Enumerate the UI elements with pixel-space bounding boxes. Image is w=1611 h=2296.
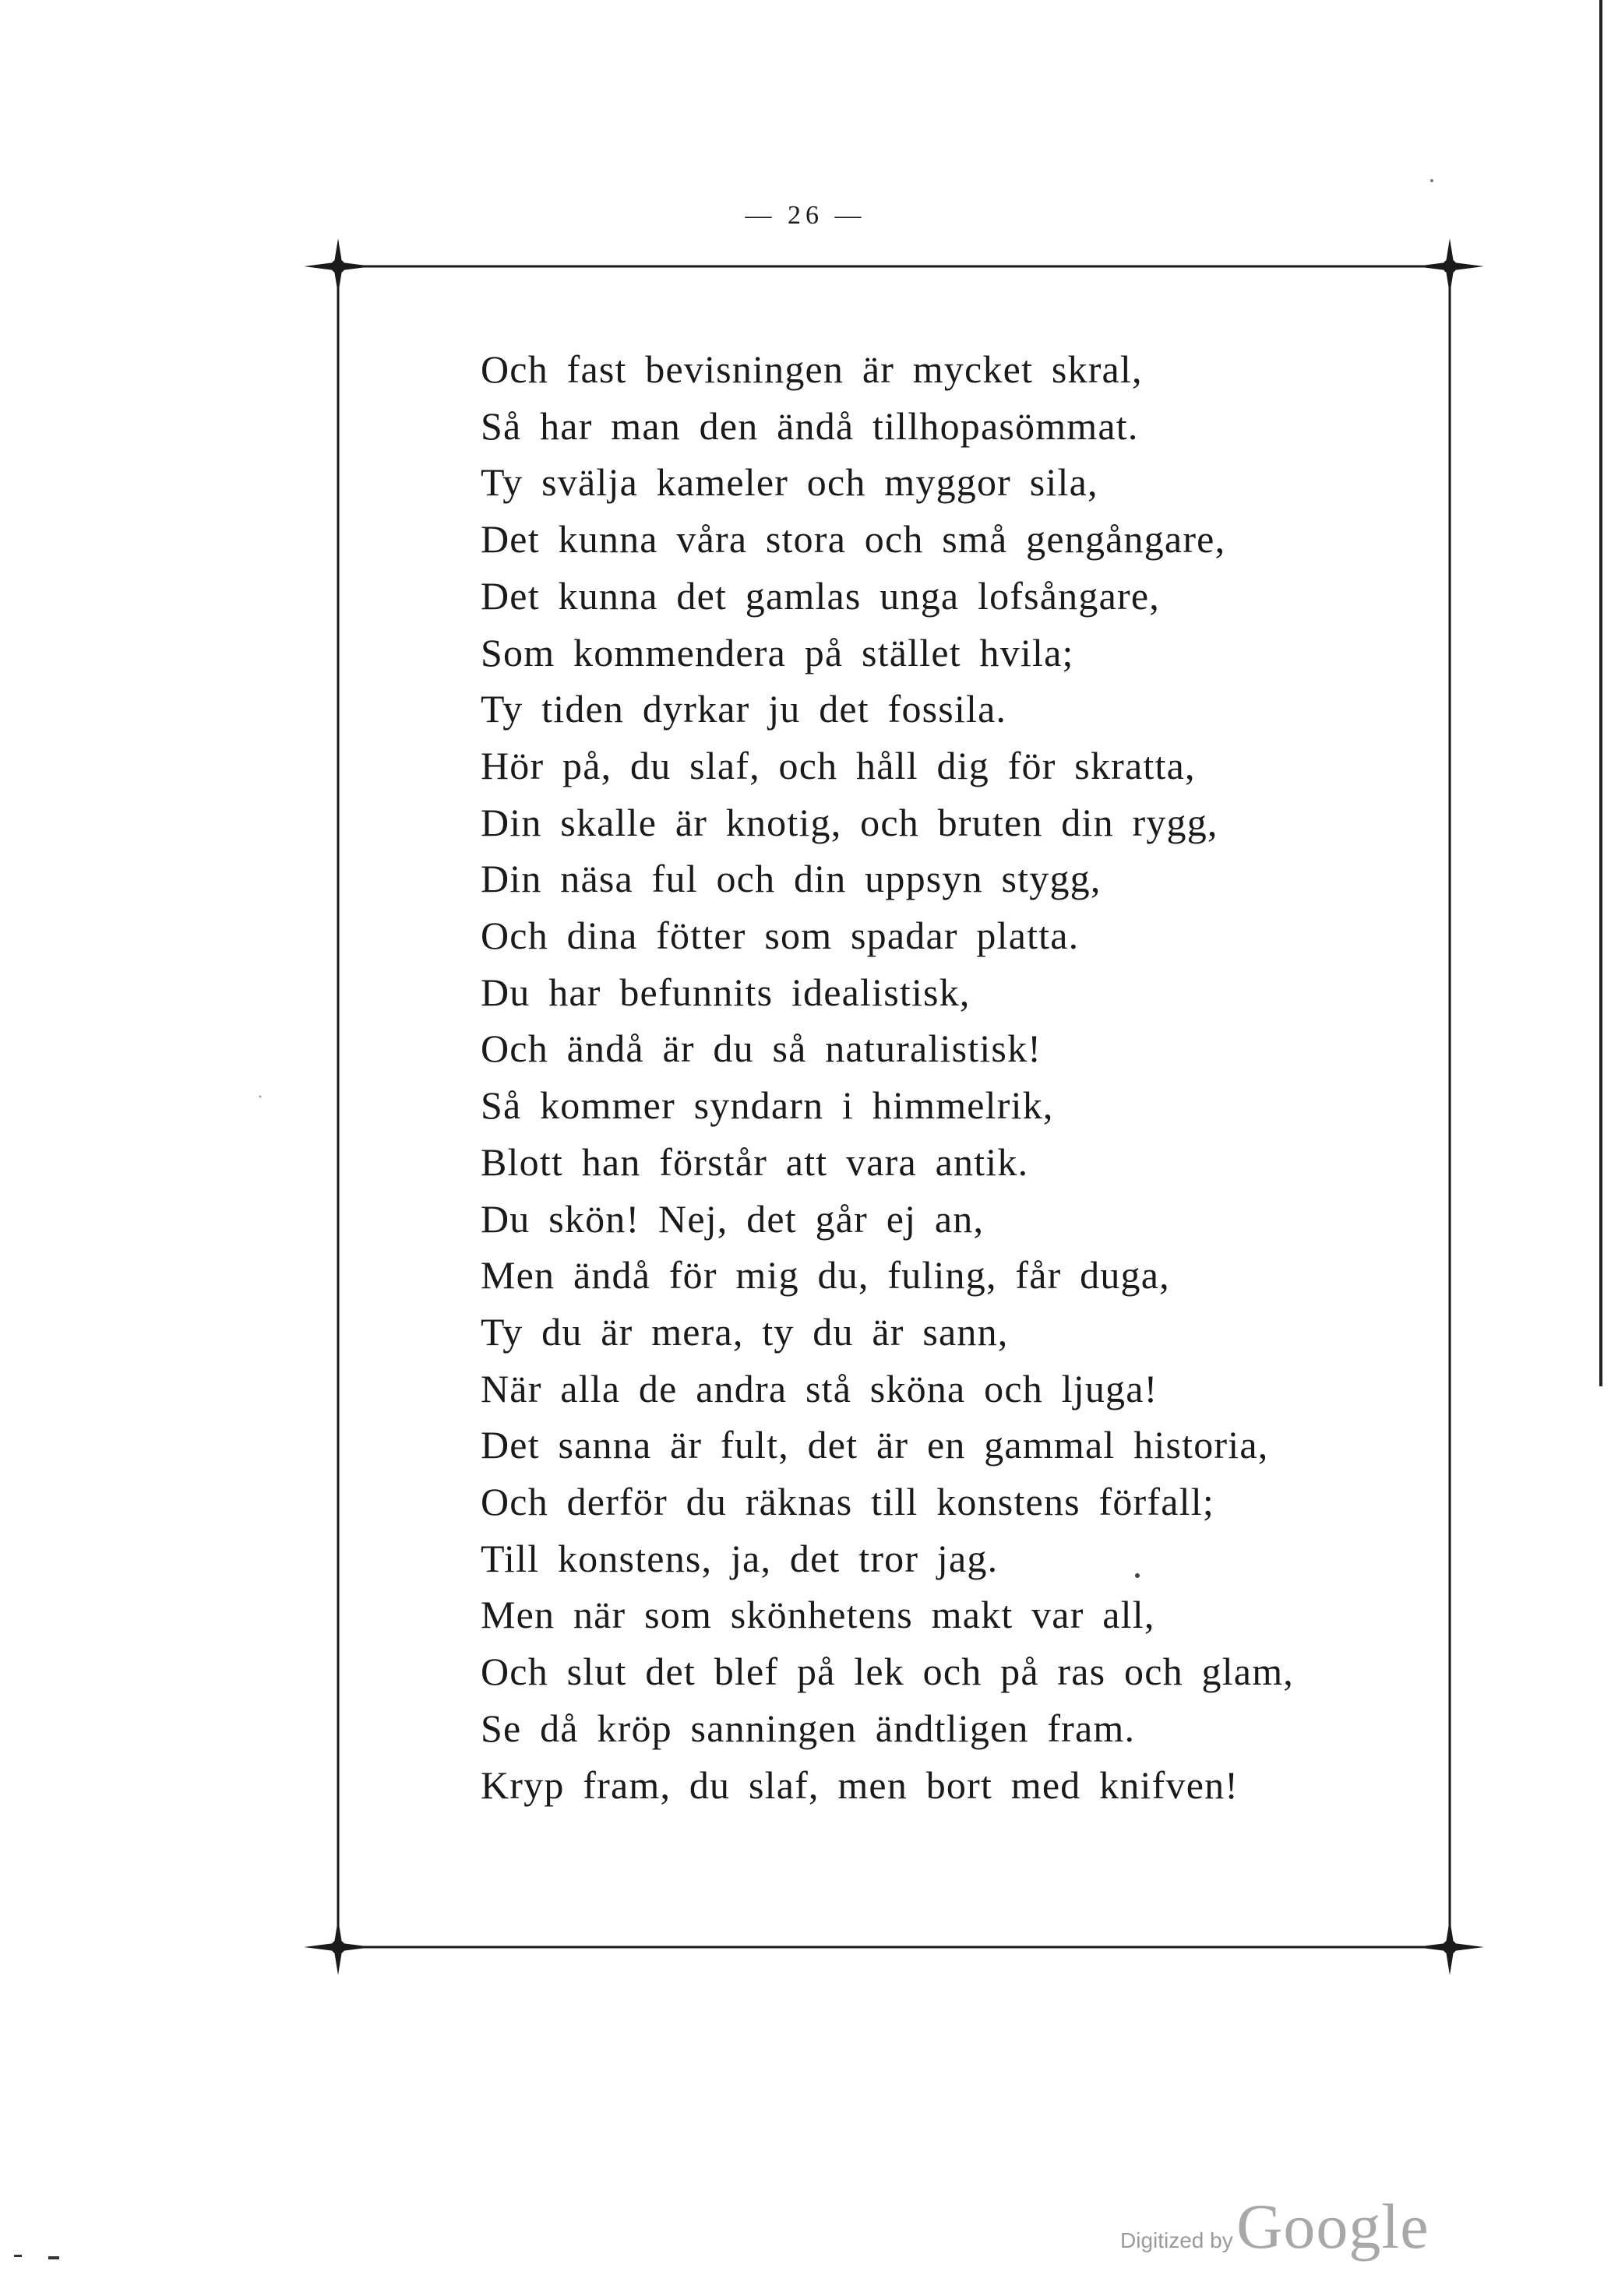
poem-line: Hör på, du slaf, och håll dig för skratta, [481,743,1196,787]
digitized-label: Digitized by [1120,2228,1233,2252]
poem-line: Din skalle är knotig, och bruten din rygg, [481,800,1218,844]
poem-line: Ty tiden dyrkar ju det fossila. [481,687,1007,731]
poem-line: När alla de andra stå sköna och ljuga! [481,1366,1158,1410]
poem-line: Så har man den ändå tillhopasömmat. [481,403,1139,448]
poem-line: Och dina fötter som spadar platta. [481,914,1080,958]
poem-line: Som kommendera på stället hvila; [481,630,1074,674]
poem-line: Det kunna våra stora och små gengångare, [481,517,1226,562]
poem-line: Du har befunnits idealistisk, [481,970,971,1014]
poem-line: Din näsa ful och din uppsyn stygg, [481,857,1102,901]
poem-line: Och ändå är du så naturalistisk! [481,1027,1042,1071]
poem-line: Se då kröp sanningen ändtligen fram. [481,1706,1136,1750]
google-wordmark: Google [1236,2191,1429,2262]
poem-line: Och slut det blef på lek och på ras och glam, [481,1650,1294,1694]
poem-line: Det kunna det gamlas unga lofsångare, [481,573,1160,618]
poem-line: Ty svälja kameler och myggor sila, [481,460,1098,505]
poem-line: Till konstens, ja, det tror jag. [481,1536,999,1580]
poem-line: Och derför du räknas till konstens förfall; [481,1480,1214,1524]
poem-line: Det sanna är fult, det är en gammal historia, [481,1423,1269,1467]
page-number: — 26 — [745,201,866,230]
poem-line: Så kommer syndarn i himmelrik, [481,1083,1054,1128]
poem-line: Men när som skönhetens makt var all, [481,1593,1155,1637]
digitized-watermark [1120,2190,1429,2263]
poem-line: Kryp fram, du slaf, men bort med knifven! [481,1762,1239,1807]
poem-line: Blott han förstår att vara antik. [481,1139,1029,1184]
poem-line: Och fast bevisningen är mycket skral, [481,347,1143,391]
poem-line: Du skön! Nej, det går ej an, [481,1196,985,1241]
poem-line: Ty du är mera, ty du är sann, [481,1309,1009,1354]
poem-line: Men ändå för mig du, fuling, får duga, [481,1253,1170,1298]
